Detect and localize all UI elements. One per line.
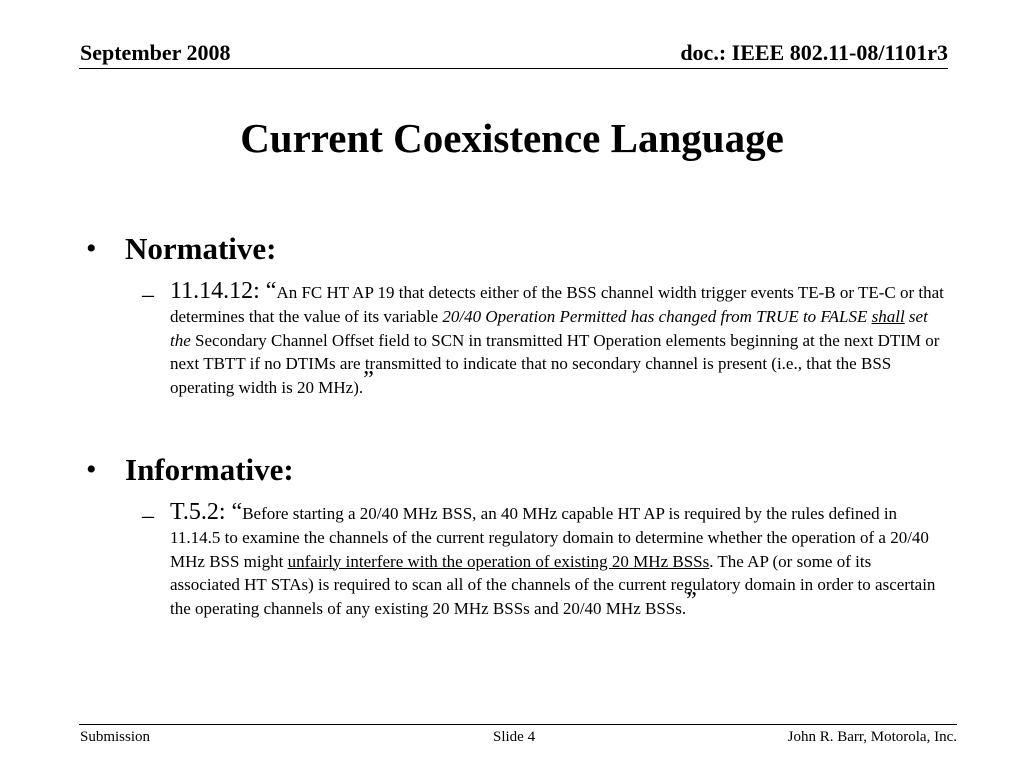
dash-icon: – [142, 282, 154, 308]
clause-reference: 11.14.12: “ [170, 278, 277, 304]
section-heading-normative: Normative: [125, 231, 277, 266]
quote-text-continued: Secondary Channel Offset field to SCN in transmitted HT Operation elements beginning at the next DTIM or next TBTT if no DTIMs are transmitted to indicate that no secondary channel is present (i.e., that the BSS operating width is 20 MHz). [170, 330, 940, 398]
header-divider [79, 68, 948, 69]
quote-text: Before starting a 20/40 MHz BSS, an 40 MHz capable HT AP is required by the rules defined in 11.14.5 to examine the channels of the current regulatory domain to determine whether the operation of a 20/40 MHz BSS might [170, 504, 929, 571]
footer-divider [79, 724, 957, 725]
clause-reference: T.5.2: “ [170, 499, 243, 525]
header-doc-id: doc.: IEEE 802.11-08/1101r3 [680, 40, 948, 65]
header-date: September 2008 [80, 40, 231, 65]
informative-quote [170, 501, 945, 621]
bullet-icon: • [86, 232, 97, 265]
quote-underlined: unfairly interfere with the operation of existing 20 MHz BSSs [287, 551, 710, 571]
quote-text: An FC HT AP 19 that detects either of the BSS channel width trigger events TE-B or TE-C or that determines that the value of its variable [170, 283, 944, 326]
footer-slide-number: Slide 4 [493, 729, 536, 745]
normative-quote [170, 280, 945, 400]
quote-text-continued: . The AP (or some of its associated HT STAs) is required to scan all of the channels of the current regulatory domain in order to ascertain the operating channels of any existing 20 MHz BSSs and 20/40 MHz BSSs. [170, 551, 936, 619]
slide-title: Current Coexistence Language [240, 115, 784, 161]
bullet-icon: • [86, 453, 97, 486]
section-heading-informative: Informative: [125, 452, 294, 487]
quote-set-the: set the [170, 306, 928, 350]
close-quote: ” [363, 367, 374, 394]
dash-icon: – [142, 503, 154, 529]
footer-author: John R. Barr, Motorola, Inc. [787, 729, 957, 745]
quote-shall: shall [871, 306, 905, 326]
quote-variable: 20/40 Operation Permitted has changed from TRUE to FALSE [442, 306, 872, 326]
footer-submission: Submission [80, 729, 151, 745]
close-quote: ” [686, 588, 697, 615]
